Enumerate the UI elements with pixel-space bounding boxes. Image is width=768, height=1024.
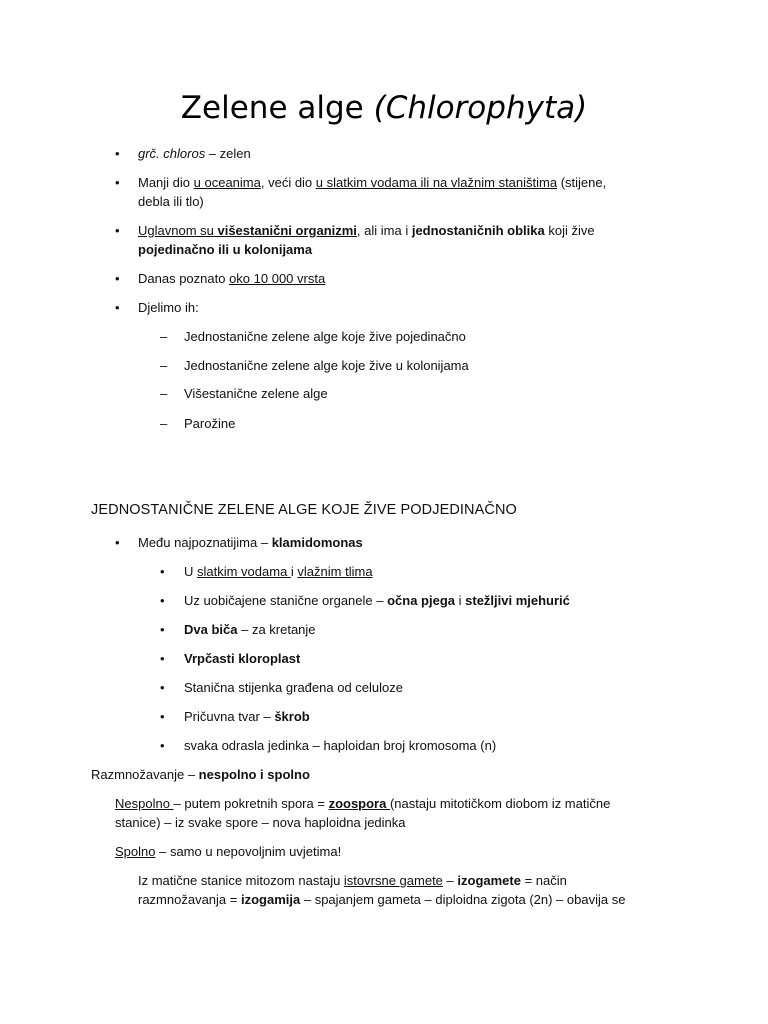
- bullet-organization-cont: pojedinačno ili u kolonijama: [138, 242, 313, 257]
- dash-glyph: –: [160, 329, 168, 344]
- bullet-glyph: •: [160, 593, 165, 608]
- sub-item: Jednostanične zelene alge koje žive u kolonijama: [184, 358, 469, 373]
- bullet-glyph: •: [160, 738, 165, 753]
- asexual-line-cont: stanice) – iz svake spore – nova haploidna jedinka: [115, 815, 406, 830]
- bullet-classification: Djelimo ih:: [138, 300, 199, 315]
- bullet-habitat-cont: debla ili tlo): [138, 194, 204, 209]
- bullet-species-count: Danas poznato oko 10 000 vrsta: [138, 271, 326, 286]
- bullet-glyph: •: [160, 622, 165, 637]
- bullet-etymology: grč. chloros – zelen: [138, 146, 251, 161]
- bullet-glyph: •: [160, 680, 165, 695]
- bullet-habitat: Manji dio u oceanima, veći dio u slatkim vodama ili na vlažnim staništima (stijene,: [138, 175, 607, 190]
- bullet-glyph: •: [160, 651, 165, 666]
- asexual-line: Nespolno – putem pokretnih spora = zoospora (nastaju mitotičkom diobom iz matične: [115, 796, 611, 811]
- bullet-glyph: •: [115, 535, 120, 550]
- sub-bullet-organelles: Uz uobičajene stanične organele – očna pjega i stežljivi mjehurić: [184, 593, 570, 608]
- bullet-glyph: •: [160, 564, 165, 579]
- bullet-glyph: •: [160, 709, 165, 724]
- isogamy-line-cont: razmnožavanja = izogamija – spajanjem gameta – diploidna zigota (2n) – obavija se: [138, 892, 626, 907]
- sub-bullet-chloroplast: Vrpčasti kloroplast: [184, 651, 301, 666]
- page-title: Zelene alge (Chlorophyta): [180, 90, 588, 126]
- sub-bullet-cell-wall: Stanična stijenka građena od celuloze: [184, 680, 403, 695]
- dash-glyph: –: [160, 386, 168, 401]
- bullet-glyph: •: [115, 146, 120, 161]
- sub-bullet-reserve: Pričuvna tvar – škrob: [184, 709, 310, 724]
- dash-glyph: –: [160, 416, 168, 431]
- sub-bullet-flagella: Dva biča – za kretanje: [184, 622, 316, 637]
- sub-item: Višestanične zelene alge: [184, 386, 328, 401]
- dash-glyph: –: [160, 358, 168, 373]
- sexual-line: Spolno – samo u nepovoljnim uvjetima!: [115, 844, 342, 859]
- bullet-glyph: •: [115, 271, 120, 286]
- sub-item: Jednostanične zelene alge koje žive pojedinačno: [184, 329, 466, 344]
- section-heading: JEDNOSTANIČNE ZELENE ALGE KOJE ŽIVE PODJEDINAČNO: [91, 502, 517, 518]
- sub-bullet-habitat: U slatkim vodama i vlažnim tlima: [184, 564, 373, 579]
- reproduction-line: Razmnožavanje – nespolno i spolno: [91, 767, 310, 782]
- bullet-glyph: •: [115, 300, 120, 315]
- bullet-organization: Uglavnom su višestanični organizmi, ali ima i jednostaničnih oblika koji žive: [138, 223, 595, 238]
- sub-item: Parožine: [184, 416, 236, 431]
- isogamy-line: Iz matične stanice mitozom nastaju istovrsne gamete – izogamete = način: [138, 873, 567, 888]
- bullet-best-known: Među najpoznatijima – klamidomonas: [138, 535, 363, 550]
- bullet-glyph: •: [115, 175, 120, 190]
- sub-bullet-haploid: svaka odrasla jedinka – haploidan broj kromosoma (n): [184, 738, 497, 753]
- bullet-glyph: •: [115, 223, 120, 238]
